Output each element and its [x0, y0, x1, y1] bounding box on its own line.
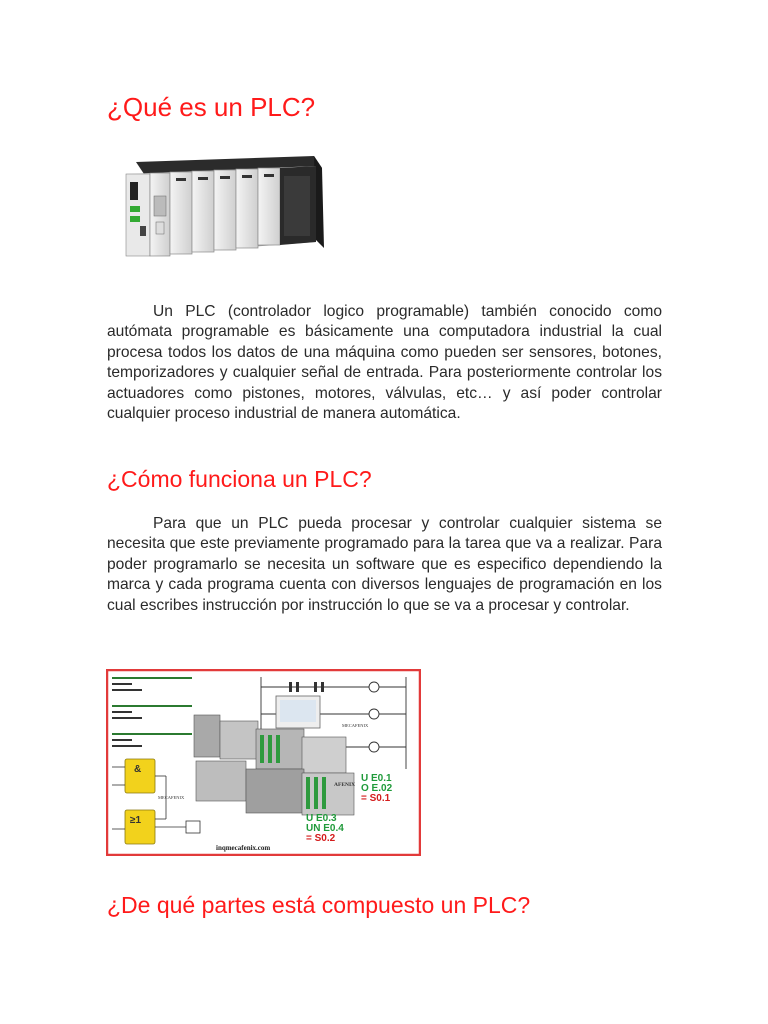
diagram-brand-right: AFENIX: [334, 782, 356, 788]
paragraph-how-plc-works: [107, 514, 662, 616]
diagram-brand-mid: MECAFENIX: [342, 723, 369, 728]
plc-programming-diagram: [106, 669, 421, 856]
heading-plc-parts: ¿De qué partes está compuesto un PLC?: [107, 892, 531, 918]
programming-languages-link[interactable]: lenguajes de programación: [424, 576, 615, 594]
code2-line1: U E0.3: [306, 813, 337, 824]
heading-how-plc-works: ¿Cómo funciona un PLC?: [107, 466, 372, 492]
or-gate-symbol: ≥1: [130, 815, 142, 826]
diagram-brand-left: MECAFENIX: [158, 795, 185, 800]
code1-line2: O E.02: [361, 783, 393, 794]
paragraph-what-is-plc: [107, 302, 662, 424]
code2-line3: = S0.2: [306, 833, 336, 844]
paragraph-how-plc-works-text-1: Para que un PLC pueda procesar y controlar cualquier sistema se necesita que este previamente programado para la tarea que va a realizar. Para poder programarlo se necesita un software que es especifico dependiendo la marca y cada programa cuenta con diversos: [107, 515, 662, 594]
heading-what-is-plc: ¿Qué es un PLC?: [107, 92, 316, 122]
code1-line1: U E0.1: [361, 773, 392, 784]
code1-line3: = S0.1: [361, 793, 391, 804]
and-gate-symbol: &: [134, 764, 142, 775]
plc-photo: [118, 152, 330, 264]
paragraph-what-is-plc-text: Un PLC (controlador logico programable) también conocido como autómata programable es básicamente una computadora industrial la cual procesa todos los datos de una máquina como pueden ser sensores, botones, temporizadores y cualquier señal de entrada. Para posteriormente controlar los actuadores como pistones, motores, válvulas, etc… y así poder controlar cualquier proceso industrial de manera automática.: [107, 303, 662, 423]
diagram-watermark: inqmecafenix.com: [216, 844, 271, 852]
code2-line2: UN E0.4: [306, 823, 344, 834]
paragraph-how-plc-works-text-2: en los cual escribes instrucción por instrucción lo que se va a procesar y controlar.: [107, 576, 662, 614]
